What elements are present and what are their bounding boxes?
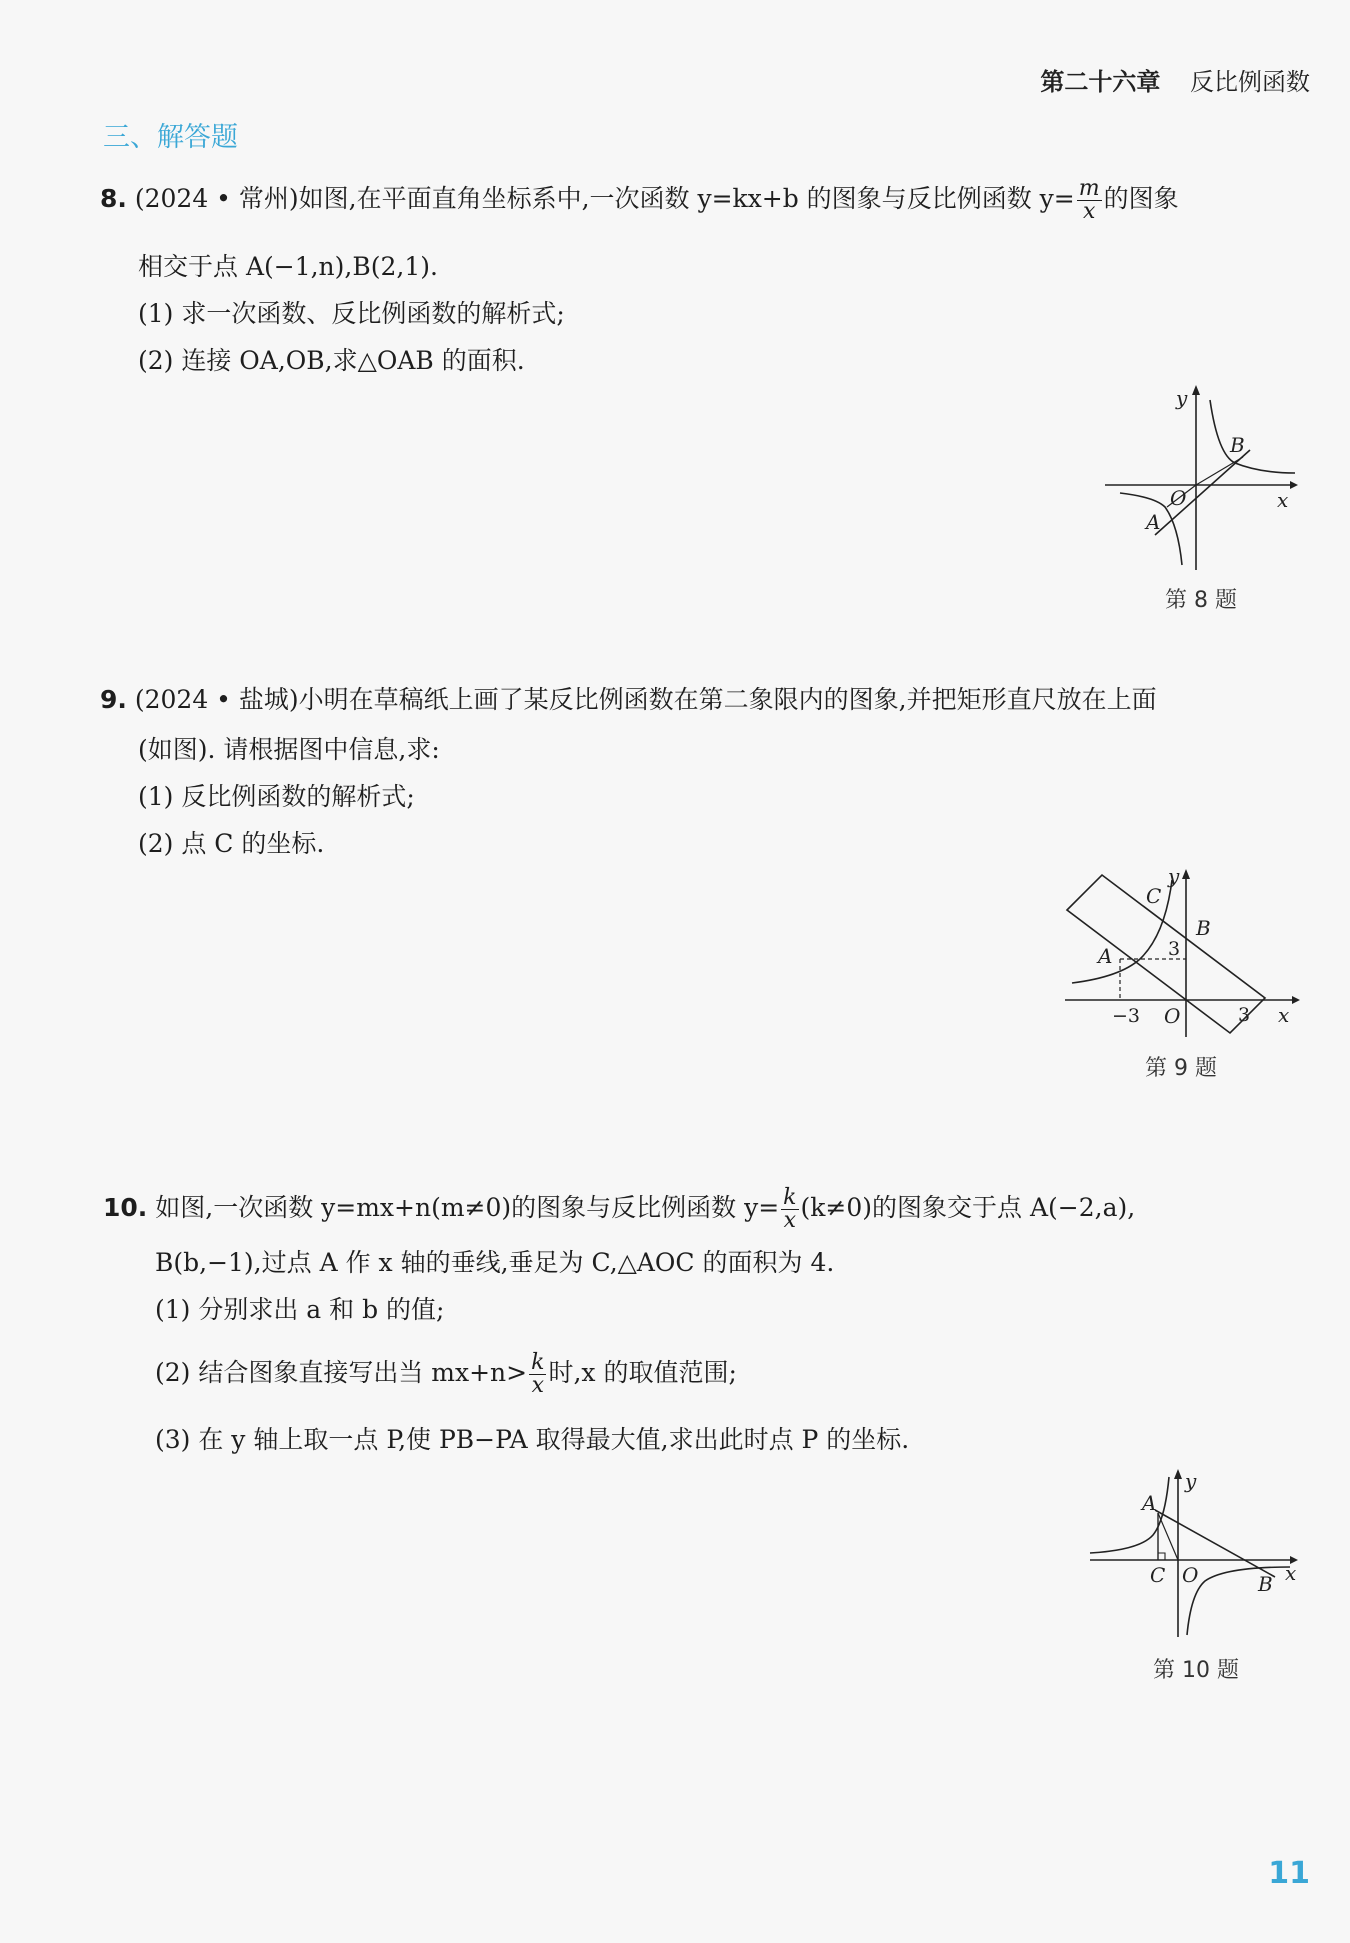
- q10-line1: [103, 1187, 1135, 1232]
- q10-figure: [1085, 1465, 1310, 1640]
- running-header: [1040, 62, 1310, 97]
- q8-x-arrow: [1290, 481, 1298, 489]
- q10-part2-frac-num: k: [531, 1350, 545, 1375]
- q8-line2: 相交于点 A(−1,n),B(2,1).: [138, 252, 438, 281]
- q10-part2-post: 时,x 的取值范围;: [548, 1358, 737, 1387]
- q9-x-arrow: [1292, 996, 1300, 1004]
- q9-part1: (1) 反比例函数的解析式;: [138, 782, 415, 811]
- q9-stem: (2024 • 盐城)小明在草稿纸上画了某反比例函数在第二象限内的图象,并把矩形直尺放在上面: [134, 685, 1157, 714]
- q8-caption: 第 8 题: [1165, 588, 1237, 613]
- q8-frac-den: x: [1082, 199, 1096, 224]
- q9-figure: [1060, 865, 1305, 1040]
- q10-part2: [155, 1352, 737, 1397]
- q10-part1: (1) 分别求出 a 和 b 的值;: [155, 1295, 445, 1324]
- q9-x-label: x: [1278, 1003, 1290, 1027]
- q8-stem-post: 的图象: [1103, 184, 1179, 213]
- q10-line: [1155, 1510, 1275, 1577]
- q10-caption: 第 10 题: [1153, 1658, 1239, 1683]
- q10-b-label: B: [1258, 1572, 1273, 1596]
- q9-b-label: B: [1196, 916, 1211, 940]
- q10-stem-post: (k≠0)的图象交于点 A(−2,a),: [800, 1193, 1136, 1222]
- q9-a-label: A: [1098, 944, 1113, 968]
- page-number: 11: [1268, 1856, 1310, 1891]
- q8-stem-pre: (2024 • 常州)如图,在平面直角坐标系中,一次函数 y=kx+b 的图象与反比例函数 y=: [134, 184, 1075, 213]
- q8-part1: (1) 求一次函数、反比例函数的解析式;: [138, 299, 565, 328]
- q8-b-label: B: [1230, 433, 1245, 457]
- q8-a-label: A: [1146, 510, 1161, 534]
- q10-c-label: C: [1150, 1563, 1166, 1587]
- q10-a-label: A: [1142, 1491, 1157, 1515]
- q10-x-label: x: [1285, 1561, 1297, 1585]
- q9-number: 9.: [100, 685, 127, 714]
- q8-y-label: y: [1176, 386, 1188, 410]
- q9-line2: (如图). 请根据图中信息,求:: [138, 735, 440, 764]
- q8-curve-q1: [1210, 400, 1295, 473]
- q10-curve-q2: [1090, 1477, 1169, 1553]
- q10-part3: (3) 在 y 轴上取一点 P,使 PB−PA 取得最大值,求出此时点 P 的坐标.: [155, 1425, 910, 1454]
- q9-y-label: y: [1168, 865, 1180, 888]
- q8-x-label: x: [1277, 488, 1289, 512]
- q9-tick-y3: 3: [1168, 938, 1181, 960]
- q9-caption: 第 9 题: [1145, 1056, 1217, 1081]
- q9-o-label: O: [1164, 1004, 1181, 1028]
- q8-number: 8.: [100, 184, 127, 213]
- q10-part2-pre: (2) 结合图象直接写出当 mx+n>: [155, 1358, 528, 1387]
- q10-y-label: y: [1185, 1469, 1197, 1493]
- q8-line1: [100, 178, 1179, 223]
- q9-tick-x3: 3: [1238, 1004, 1251, 1026]
- q8-o-label: O: [1170, 486, 1187, 510]
- q8-fraction: [1077, 178, 1102, 223]
- q9-c-label: C: [1146, 884, 1162, 908]
- q10-number: 10.: [103, 1193, 148, 1222]
- q9-line1: [100, 684, 1157, 716]
- q8-segment-ob: [1196, 457, 1243, 485]
- q8-part2: (2) 连接 OA,OB,求△OAB 的面积.: [138, 346, 525, 375]
- q10-line2: B(b,−1),过点 A 作 x 轴的垂线,垂足为 C,△AOC 的面积为 4.: [155, 1248, 835, 1277]
- q10-y-arrow: [1174, 1469, 1182, 1479]
- q10-frac-num: k: [783, 1185, 797, 1210]
- q10-stem-pre: 如图,一次函数 y=mx+n(m≠0)的图象与反比例函数 y=: [155, 1193, 780, 1222]
- chapter-title: 反比例函数: [1190, 68, 1310, 96]
- q8-figure: [1100, 385, 1300, 570]
- section-title: 三、解答题: [103, 122, 238, 153]
- q9-y-arrow: [1182, 869, 1190, 879]
- q10-part2-fraction: [529, 1352, 546, 1397]
- q10-frac-den: x: [783, 1208, 797, 1233]
- chapter-label: 第二十六章: [1040, 68, 1161, 96]
- q10-o-label: O: [1182, 1563, 1199, 1587]
- q8-y-arrow: [1192, 385, 1200, 395]
- q9-part2: (2) 点 C 的坐标.: [138, 829, 325, 858]
- q8-frac-num: m: [1078, 176, 1100, 201]
- q10-right-angle-mark: [1158, 1553, 1165, 1560]
- q9-tick-xm3: −3: [1112, 1005, 1141, 1027]
- q10-fraction: [781, 1187, 798, 1232]
- q10-part2-frac-den: x: [531, 1373, 544, 1398]
